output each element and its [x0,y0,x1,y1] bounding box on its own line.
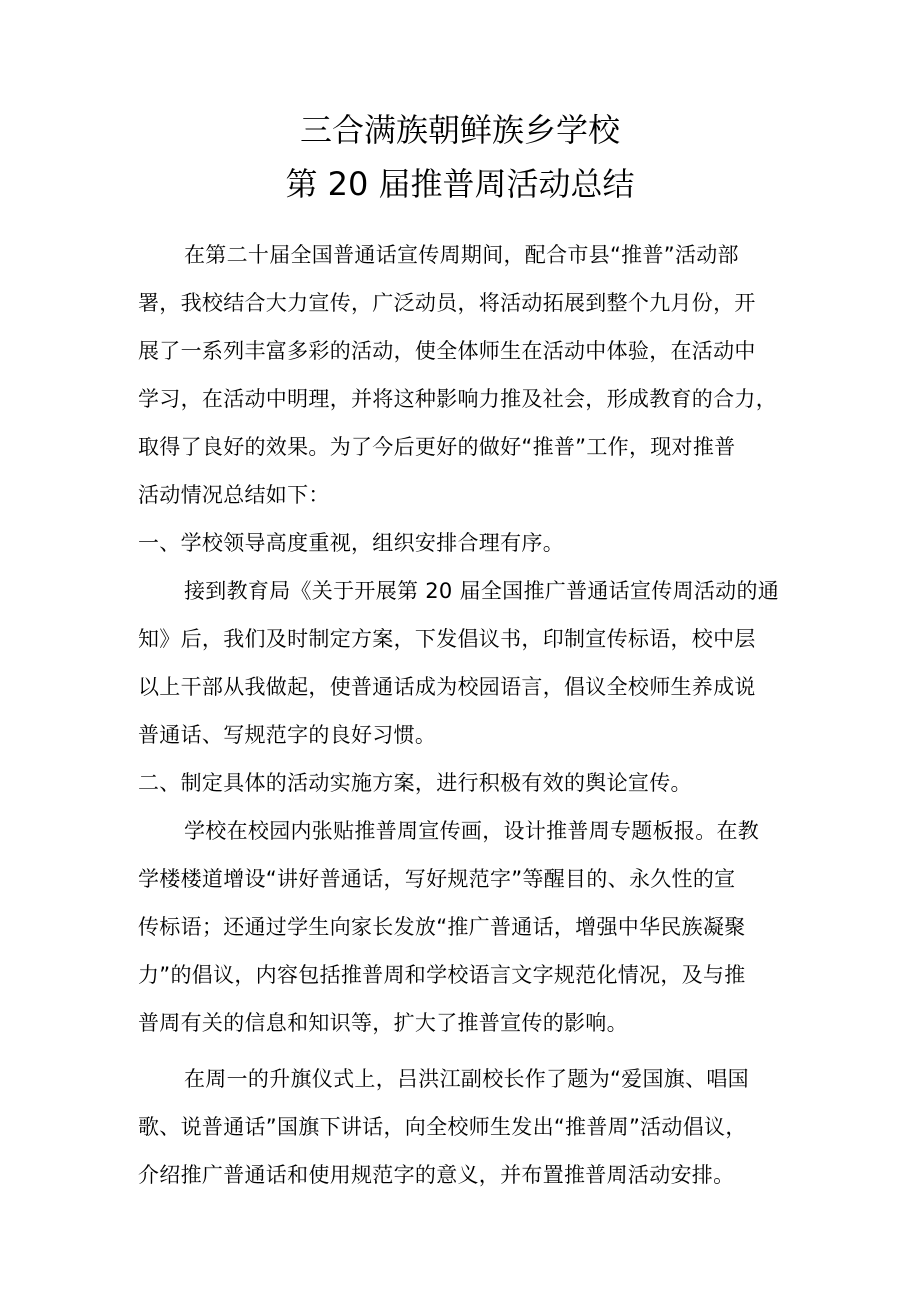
paragraph-line: 学习，在活动中明理，并将这种影响力推及社会，形成教育的合力， [138,387,777,411]
paragraph-line: 普周有关的信息和知识等，扩大了推普宣传的影响。 [138,1011,628,1035]
paragraph-line: 活动情况总结如下： [138,483,330,507]
paragraph-line: 学校在校园内张贴推普周宣传画，设计推普周专题板报。在教 [184,819,760,843]
document-title-line-1: 三合满族朝鲜族乡学校 [299,111,620,149]
paragraph-line: 在周一的升旗仪式上，吕洪江副校长作了题为“爱国旗、唱国 [184,1067,749,1091]
paragraph-line: 署，我校结合大力宣传，广泛动员，将活动拓展到整个九月份，开 [138,291,756,315]
paragraph-line: 展了一系列丰富多彩的活动，使全体师生在活动中体验，在活动中 [138,339,756,363]
paragraph-line: 以上干部从我做起，使普通话成为校园语言，倡议全校师生养成说 [138,675,756,699]
paragraph-line: 普通话、写规范字的良好习惯。 [138,723,437,747]
document-title-line-2: 第 20 届推普周活动总结 [285,165,635,203]
paragraph-line: 学楼楼道增设“讲好普通话，写好规范字”等醒目的、永久性的宣 [138,867,736,891]
paragraph-line: 介绍推广普通话和使用规范字的意义，并布置推普周活动安排。 [138,1163,735,1187]
paragraph-line: 在第二十届全国普通话宣传周期间，配合市县“推普”活动部 [184,243,739,267]
paragraph-line: 接到教育局《关于开展第 20 届全国推广普通话宣传周活动的通 [184,579,780,603]
paragraph-line: 力”的倡议，内容包括推普周和学校语言文字规范化情况，及与推 [138,963,746,987]
paragraph-line: 知》后，我们及时制定方案，下发倡议书，印制宣传标语，校中层 [138,627,756,651]
paragraph-line: 歌、说普通话”国旗下讲话，向全校师生发出“推普周”活动倡议， [138,1115,747,1139]
section-heading: 二、制定具体的活动实施方案，进行积极有效的舆论宣传。 [138,771,692,795]
section-heading: 一、学校领导高度重视，组织安排合理有序。 [138,531,564,555]
paragraph-line: 传标语；还通过学生向家长发放“推广普通话，增强中华民族凝聚 [138,915,746,939]
paragraph-line: 取得了良好的效果。为了今后更好的做好“推普”工作，现对推普 [138,435,736,459]
